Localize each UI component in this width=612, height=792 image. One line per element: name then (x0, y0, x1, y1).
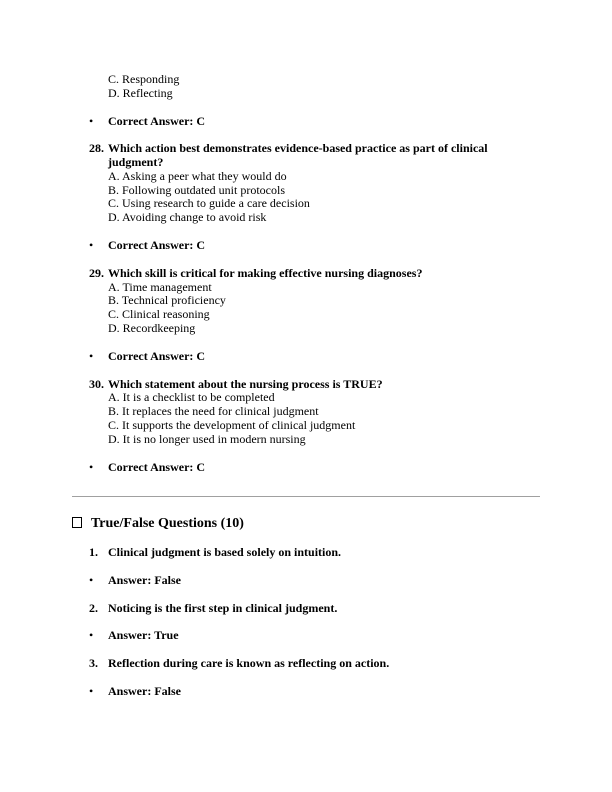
tf-answer: Answer: True (108, 628, 179, 642)
bullet-icon: • (89, 628, 94, 642)
question-number: 28. (89, 141, 104, 155)
bullet-icon: • (89, 238, 94, 252)
option-d: D. Reflecting (108, 86, 173, 100)
tf-answer: Answer: False (108, 573, 181, 587)
section-divider (72, 496, 540, 497)
bullet-icon: • (89, 573, 94, 587)
correct-answer: Correct Answer: C (108, 114, 206, 128)
correct-answer: Correct Answer: C (108, 238, 206, 252)
correct-answer: Correct Answer: C (108, 349, 206, 363)
bullet-icon: • (89, 349, 94, 363)
tf-number: 2. (89, 601, 98, 615)
option-d: D. Avoiding change to avoid risk (108, 210, 267, 224)
question-number: 30. (89, 377, 104, 391)
section-heading (72, 516, 244, 532)
option-c: C. Clinical reasoning (108, 307, 210, 321)
missing-glyph-box-icon (72, 517, 82, 528)
option-c: C. Responding (108, 72, 180, 86)
option-b: B. Technical proficiency (108, 293, 226, 307)
option-a: A. Time management (108, 280, 212, 294)
option-a: A. It is a checklist to be completed (108, 390, 275, 404)
section-heading-text: True/False Questions (10) (91, 516, 244, 531)
correct-answer: Correct Answer: C (108, 460, 206, 474)
option-c: C. It supports the development of clinical judgment (108, 418, 356, 432)
option-b: B. Following outdated unit protocols (108, 183, 285, 197)
question-number: 29. (89, 266, 104, 280)
question-text: Which statement about the nursing process is TRUE? (108, 377, 383, 391)
tf-statement: Noticing is the first step in clinical judgment. (108, 601, 338, 615)
tf-statement: Reflection during care is known as reflecting on action. (108, 656, 390, 670)
option-c: C. Using research to guide a care decision (108, 196, 310, 210)
tf-statement: Clinical judgment is based solely on intuition. (108, 545, 342, 559)
option-b: B. It replaces the need for clinical judgment (108, 404, 319, 418)
tf-number: 1. (89, 545, 98, 559)
bullet-icon: • (89, 114, 94, 128)
question-text: Which action best demonstrates evidence-based practice as part of clinical judgment? (108, 141, 488, 169)
option-d: D. It is no longer used in modern nursing (108, 432, 306, 446)
question-text: Which skill is critical for making effective nursing diagnoses? (108, 266, 423, 280)
tf-number: 3. (89, 656, 98, 670)
bullet-icon: • (89, 684, 94, 698)
tf-answer: Answer: False (108, 684, 181, 698)
bullet-icon: • (89, 460, 94, 474)
option-a: A. Asking a peer what they would do (108, 169, 287, 183)
option-d: D. Recordkeeping (108, 321, 196, 335)
